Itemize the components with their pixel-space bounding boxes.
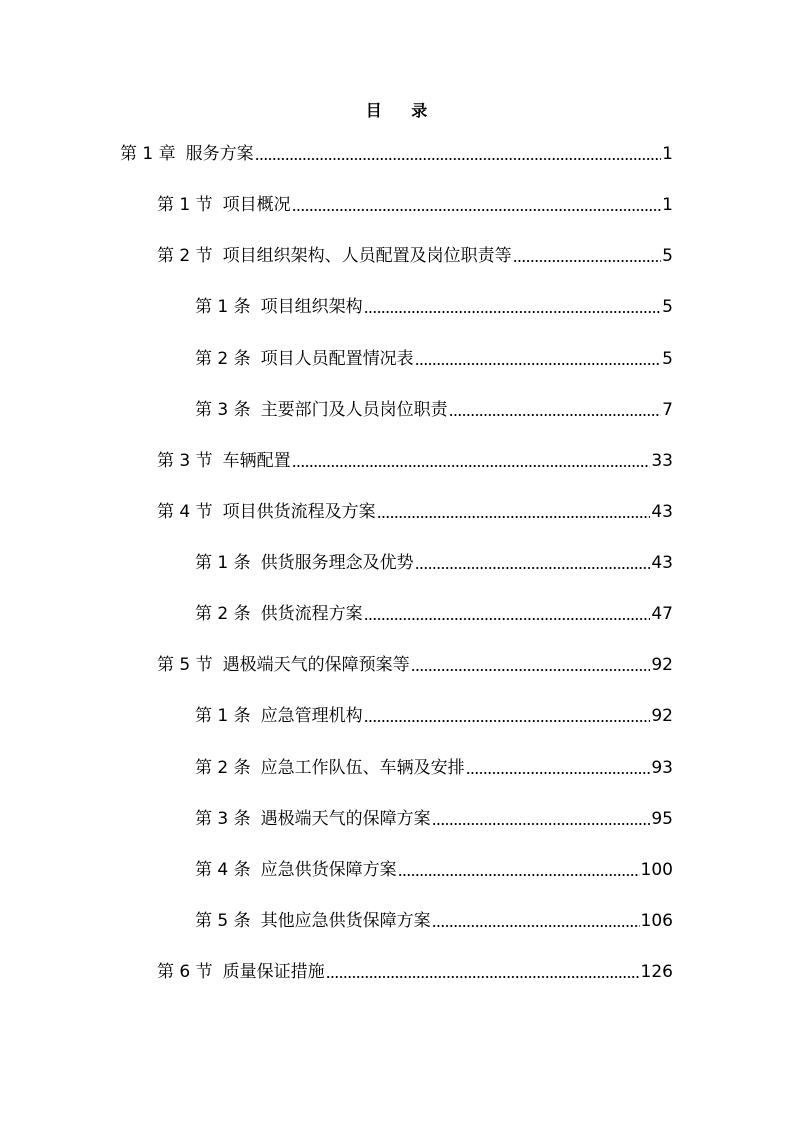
toc-entry-page: 43 [651,501,673,522]
toc-entry-label: 供货流程方案 [260,604,363,625]
dot-leader [364,618,651,620]
toc-entry[interactable] [0,500,793,551]
toc-entry[interactable] [0,142,793,193]
toc-entry-number: 第 4 节 [157,501,213,522]
toc-entry-number: 第 1 条 [195,553,251,573]
toc-entry-page: 126 [640,962,673,982]
toc-entry-label: 供货服务理念及优势 [260,553,414,573]
toc-entry-number: 第 5 条 [195,910,251,931]
toc-list [0,142,793,1011]
dot-leader [415,567,651,569]
dot-leader [255,158,662,160]
toc-entry-label: 遇极端天气的保障方案 [260,808,431,829]
toc-entry[interactable] [0,807,793,858]
dot-leader [432,925,640,927]
toc-entry-page: 1 [662,195,673,216]
dot-leader [415,363,662,365]
toc-entry[interactable] [0,551,793,602]
toc-entry-page: 92 [651,655,673,676]
toc-entry-number: 第 1 节 [157,195,213,216]
toc-entry-page: 95 [651,808,673,829]
dot-leader [466,772,651,774]
toc-entry-number: 第 6 节 [157,962,213,982]
toc-entry-label: 项目人员配置情况表 [260,348,414,369]
dot-leader [513,260,662,262]
toc-entry-page: 5 [662,297,673,318]
toc-entry[interactable] [0,858,793,909]
toc-entry-label: 项目组织架构、人员配置及岗位职责等 [222,246,512,267]
toc-entry-page: 92 [651,706,673,727]
toc-entry-label: 应急工作队伍、车辆及安排 [260,757,465,778]
dot-leader [292,465,651,467]
toc-entry[interactable] [0,398,793,449]
toc-entry-page: 106 [640,910,673,931]
toc-entry[interactable] [0,909,793,960]
toc-entry-number: 第 2 节 [157,246,213,267]
toc-entry-number: 第 1 条 [195,706,251,727]
toc-entry[interactable] [0,193,793,244]
toc-entry[interactable] [0,653,793,704]
toc-entry-page: 7 [662,399,673,420]
toc-entry-page: 33 [651,450,673,471]
toc-entry[interactable] [0,756,793,807]
dot-leader [398,874,640,876]
dot-leader [326,976,640,978]
toc-entry-number: 第 1 章 [120,144,176,164]
toc-entry-page: 5 [662,348,673,369]
toc-entry-label: 质量保证措施 [222,962,325,982]
toc-entry[interactable] [0,244,793,295]
toc-entry[interactable] [0,704,793,755]
dot-leader [449,414,662,416]
toc-entry-number: 第 1 条 [195,297,251,318]
toc-entry-label: 项目供货流程及方案 [222,501,376,522]
toc-entry-number: 第 3 条 [195,399,251,420]
toc-entry-label: 项目概况 [222,195,291,216]
toc-title: 目 录 [365,101,440,120]
toc-entry-label: 遇极端天气的保障预案等 [222,655,410,676]
toc-entry-number: 第 4 条 [195,859,251,880]
toc-entry[interactable] [0,347,793,398]
toc-entry-label: 主要部门及人员岗位职责 [260,399,448,420]
toc-entry[interactable] [0,449,793,500]
dot-leader [364,311,662,313]
toc-entry-page: 100 [640,859,673,880]
toc-entry-page: 47 [651,604,673,625]
toc-entry-label: 车辆配置 [222,450,291,471]
toc-entry-number: 第 2 条 [195,757,251,778]
toc-entry-number: 第 3 节 [157,450,213,471]
toc-entry[interactable] [0,960,793,1011]
toc-entry-label: 应急管理机构 [260,706,363,727]
toc-entry-label: 服务方案 [185,144,254,164]
toc-entry-number: 第 2 条 [195,348,251,369]
toc-entry-page: 1 [662,144,673,164]
toc-entry-number: 第 3 条 [195,808,251,829]
toc-entry-label: 项目组织架构 [260,297,363,318]
toc-entry-page: 5 [662,246,673,267]
dot-leader [377,516,651,518]
toc-entry-page: 43 [651,553,673,573]
dot-leader [364,720,651,722]
toc-entry-page: 93 [651,757,673,778]
dot-leader [411,669,651,671]
toc-entry-number: 第 5 节 [157,655,213,676]
toc-entry-number: 第 2 条 [195,604,251,625]
dot-leader [432,823,651,825]
dot-leader [292,209,662,211]
toc-entry-label: 其他应急供货保障方案 [260,910,431,931]
toc-entry[interactable] [0,602,793,653]
toc-entry-label: 应急供货保障方案 [260,859,397,880]
toc-entry[interactable] [0,295,793,346]
